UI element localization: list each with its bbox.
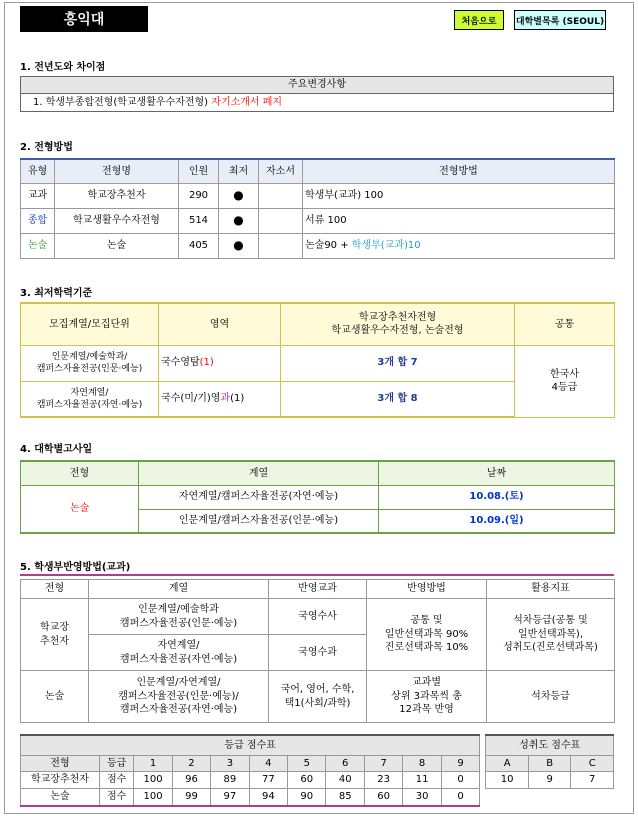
achieve-value xyxy=(486,789,528,806)
unit-line-2: 캠퍼스자율전공(인문·예능) xyxy=(36,364,143,374)
score-value: 23 xyxy=(364,772,402,789)
score-value: 11 xyxy=(403,772,441,789)
achieve-value xyxy=(571,789,614,806)
col-header-method: 반영방법 xyxy=(367,580,487,599)
score-type: 논술 xyxy=(21,789,100,806)
field-line-1: 자연계열/ xyxy=(157,640,200,651)
score-value: 97 xyxy=(211,789,249,806)
row-essay xyxy=(259,208,303,233)
area-humanities xyxy=(159,345,281,381)
achieve-value xyxy=(528,789,570,806)
subjects-natural: 국영수과 xyxy=(269,635,367,671)
change-item xyxy=(21,94,614,112)
field-line-2: 캠퍼스자율전공(인문·예능)/ xyxy=(118,690,239,702)
row-essay xyxy=(259,233,303,258)
unit-line-1: 인문계열/예술학과/ xyxy=(51,351,128,362)
score-value: 60 xyxy=(288,772,326,789)
field-line-3: 캠퍼스자율전공(자연·예능) xyxy=(119,704,238,716)
area-highlight: 과 xyxy=(220,393,231,404)
field-humanities xyxy=(89,599,269,635)
achieve-value: 10 xyxy=(486,772,528,789)
standard-humanities: 3개 합 7 xyxy=(281,345,515,381)
row-minimum-dot: ● xyxy=(219,233,259,258)
col-header-area: 영역 xyxy=(159,303,281,345)
admission-type-line-2: 학교생활우수자전형, 논술전형 xyxy=(331,325,464,337)
row-minimum-dot: ● xyxy=(219,208,259,233)
score-value: 40 xyxy=(326,772,364,789)
exam-field: 자연계열/캠퍼스자율전공(자연·예능) xyxy=(139,485,379,509)
score-label: 점수 xyxy=(99,789,133,806)
grade-4: 4 xyxy=(249,755,287,772)
achieve-value: 7 xyxy=(571,772,614,789)
change-item-text: 1. 학생부종합전형(학교생활우수자전형) xyxy=(33,96,209,108)
subjects-essay xyxy=(269,671,367,723)
col-header-admission-types xyxy=(281,303,515,345)
score-value: 0 xyxy=(441,789,480,806)
col-header-field: 계열 xyxy=(139,461,379,485)
grade-3: 3 xyxy=(211,755,249,772)
score-value: 96 xyxy=(172,772,210,789)
minimum-standard-table xyxy=(20,302,615,418)
row-type: 교과 xyxy=(21,183,55,208)
subjects-humanities: 국영수사 xyxy=(269,599,367,635)
standard-natural: 3개 합 8 xyxy=(281,381,515,417)
grade-7: 7 xyxy=(364,755,402,772)
metric-essay: 석차등급 xyxy=(487,671,615,723)
grade-score-title: 등급 점수표 xyxy=(21,735,480,755)
field-line-1: 인문계열/예술학과 xyxy=(138,604,219,615)
subject-line-1: 국어, 영어, 수학, xyxy=(280,684,355,695)
changes-header: 주요변경사항 xyxy=(21,77,614,94)
score-value: 100 xyxy=(134,789,172,806)
exam-type: 논술 xyxy=(21,485,139,533)
exam-date-table xyxy=(20,460,615,534)
col-header-common: 공통 xyxy=(515,303,615,345)
type-principal-recommendation xyxy=(21,599,89,671)
row-method-text: 논술90 + xyxy=(305,239,349,251)
row-count: 290 xyxy=(179,183,219,208)
section-5-rule xyxy=(20,574,614,576)
exam-date: 10.08.(토) xyxy=(379,485,615,509)
row-count: 514 xyxy=(179,208,219,233)
grade-6: 6 xyxy=(326,755,364,772)
col-header-type: 전형 xyxy=(21,461,139,485)
achieve-a: A xyxy=(486,755,528,772)
score-value: 85 xyxy=(326,789,364,806)
row-name: 학교장추천자 xyxy=(55,183,179,208)
score-value: 90 xyxy=(288,789,326,806)
col-header-field: 계열 xyxy=(89,580,269,599)
type-line-1: 학교장 xyxy=(40,622,69,633)
grade-2: 2 xyxy=(172,755,210,772)
grade-1: 1 xyxy=(134,755,172,772)
method-line-1: 공통 및 xyxy=(410,615,443,627)
col-header-type: 유형 xyxy=(21,159,55,183)
score-value: 0 xyxy=(441,772,480,789)
home-button[interactable]: 처음으로 xyxy=(454,10,504,30)
row-method: 서류 100 xyxy=(303,208,615,233)
metric-line-1: 석차등급(공통 및 xyxy=(513,615,588,627)
university-title: 홍익대 xyxy=(20,6,148,32)
grade-8: 8 xyxy=(403,755,441,772)
field-line-2: 캠퍼스자율전공(자연·예능) xyxy=(119,653,238,665)
unit-line-2: 캠퍼스자율전공(자연·예능) xyxy=(36,399,143,410)
score-value: 30 xyxy=(403,789,441,806)
row-type: 종합 xyxy=(21,208,55,233)
col-header-unit: 모집계열/모집단위 xyxy=(21,303,159,345)
achievement-score-title: 성취도 점수표 xyxy=(486,735,614,755)
unit-line-1: 자연계열/ xyxy=(70,387,109,398)
field-essay xyxy=(89,671,269,723)
score-value: 94 xyxy=(249,789,287,806)
col-header-essay: 자소서 xyxy=(259,159,303,183)
section-1-title: 1. 전년도와 차이점 xyxy=(20,62,106,73)
grade-5: 5 xyxy=(288,755,326,772)
unit-humanities xyxy=(21,345,159,381)
method-essay xyxy=(367,671,487,723)
row-minimum-dot: ● xyxy=(219,183,259,208)
type-essay: 논술 xyxy=(21,671,89,723)
score-table xyxy=(20,734,614,807)
common-line-2: 4등급 xyxy=(551,382,578,393)
field-natural xyxy=(89,635,269,671)
metric-principal xyxy=(487,599,615,671)
row-name: 논술 xyxy=(55,233,179,258)
area-count: (1) xyxy=(230,393,245,404)
method-line-3: 12과목 반영 xyxy=(399,704,454,716)
common-standard xyxy=(515,345,615,417)
unit-natural xyxy=(21,381,159,417)
field-line-2: 캠퍼스자율전공(인문·예능) xyxy=(119,617,238,629)
common-line-1: 한국사 xyxy=(550,368,579,380)
exam-field: 인문계열/캠퍼스자율전공(인문·예능) xyxy=(139,509,379,533)
achieve-c: C xyxy=(571,755,614,772)
method-line-1: 교과별 xyxy=(412,677,441,689)
metric-line-3: 성취도(진로선택과목) xyxy=(503,642,598,654)
row-method: 학생부(교과) 100 xyxy=(303,183,615,208)
admission-type-line-1: 학교장추천자전형 xyxy=(358,311,437,323)
col-header-name: 전형명 xyxy=(55,159,179,183)
col-header-count: 인원 xyxy=(179,159,219,183)
area-natural xyxy=(159,381,281,417)
score-value: 77 xyxy=(249,772,287,789)
method-line-2: 일반선택과목 90% xyxy=(384,628,469,640)
admission-method-table xyxy=(20,158,615,259)
exam-date: 10.09.(일) xyxy=(379,509,615,533)
section-5-title: 5. 학생부반영방법(교과) xyxy=(20,562,131,573)
col-header-method: 전형방법 xyxy=(303,159,615,183)
method-principal xyxy=(367,599,487,671)
col-header-grade: 등급 xyxy=(99,755,133,772)
section-2-title: 2. 전형방법 xyxy=(20,142,73,153)
score-value: 89 xyxy=(211,772,249,789)
area-text: 국수영탐 xyxy=(161,357,200,369)
changes-table xyxy=(20,76,614,112)
type-line-2: 추천자 xyxy=(40,635,69,647)
score-type: 학교장추천자 xyxy=(21,772,100,789)
score-label: 점수 xyxy=(99,772,133,789)
subject-line-2: 택1(사회/과학) xyxy=(284,697,351,709)
section-4-title: 4. 대학별고사일 xyxy=(20,444,93,455)
achieve-b: B xyxy=(528,755,570,772)
col-header-subjects: 반영교과 xyxy=(269,580,367,599)
area-count: (1) xyxy=(199,357,214,369)
col-header-minimum: 최저 xyxy=(219,159,259,183)
row-name: 학교생활우수자전형 xyxy=(55,208,179,233)
row-method-extra: 학생부(교과)10 xyxy=(351,239,421,251)
col-header-type: 전형 xyxy=(21,755,100,772)
grade-9: 9 xyxy=(441,755,480,772)
score-value: 99 xyxy=(172,789,210,806)
change-item-highlight: 자기소개서 폐지 xyxy=(211,96,283,108)
col-header-type: 전형 xyxy=(21,580,89,599)
row-method xyxy=(303,233,615,258)
university-list-button[interactable]: 대학별목록 (SEOUL) xyxy=(514,10,606,30)
method-line-2: 상위 3과목씩 총 xyxy=(391,690,462,702)
achieve-value: 9 xyxy=(528,772,570,789)
row-essay xyxy=(259,183,303,208)
school-record-table xyxy=(20,579,615,723)
area-text: 국수(미/기)영 xyxy=(161,393,221,404)
method-line-3: 진로선택과목 10% xyxy=(384,642,469,654)
score-value: 100 xyxy=(134,772,172,789)
col-header-metric: 활용지표 xyxy=(487,580,615,599)
row-type: 논술 xyxy=(21,233,55,258)
field-line-1: 인문계열/자연계열/ xyxy=(136,677,221,689)
col-header-date: 날짜 xyxy=(379,461,615,485)
section-3-title: 3. 최저학력기준 xyxy=(20,288,93,299)
score-value: 60 xyxy=(364,789,402,806)
row-count: 405 xyxy=(179,233,219,258)
metric-line-2: 일반선택과목), xyxy=(517,628,584,640)
